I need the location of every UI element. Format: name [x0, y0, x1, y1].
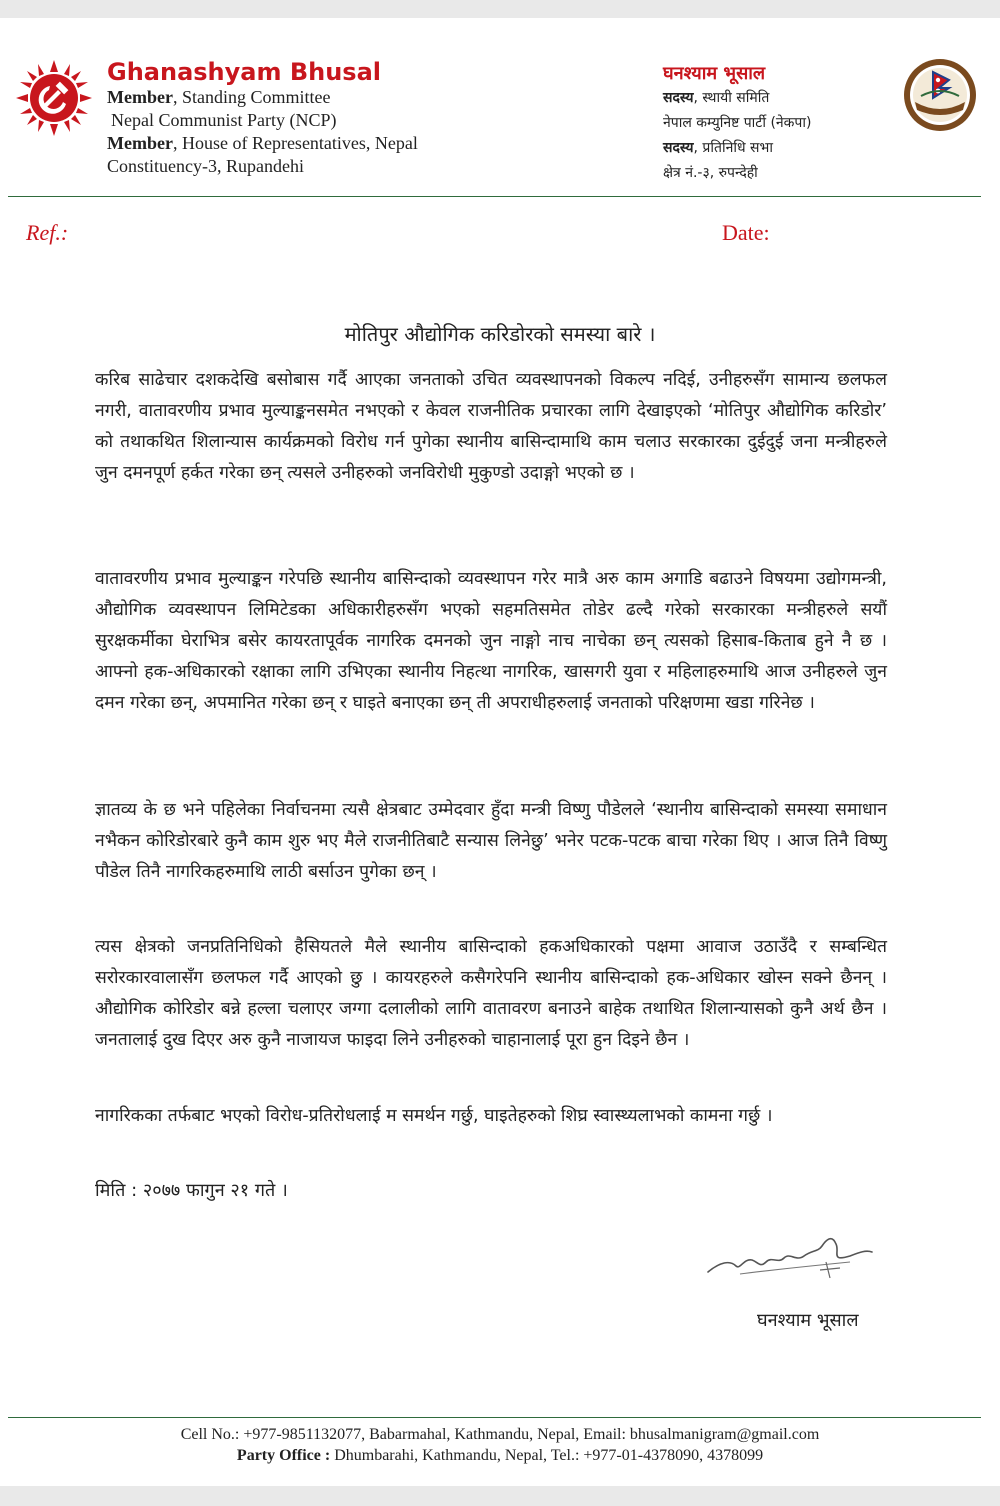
english-line-3: Member, House of Representatives, Nepal [107, 133, 418, 153]
body-paragraph-5: नागरिकका तर्फबाट भएको विरोध-प्रतिरोधलाई म समर्थन गर्छु, घाइतेहरुको शिघ्र स्वास्थ्यलाभको कामना गर्छु । [95, 1106, 773, 1126]
body-paragraph-1: करिब साढेचार दशकदेखि बसोबास गर्दै आएका जनताको उचित व्यवस्थापनको विकल्प नदिई, उनीहरुसँग सामान्य छलफल नगरी, वातावरणीय प्रभाव मुल्याङ्कनसमेत नभएको र केवल राजनीतिक प्रचारका लागि देखाइएको ‘मोतिपुर औद्योगिक करिडोर’ को तथाकथित शिलान्यास कार्यक्रमको विरोध गर्न पुगेका स्थानीय बासिन्दामाथि काम चलाउ सरकारका दुईदुई जना मन्त्रीहरुले जुन दमनपूर्ण हर्कत गरेका छन् त्यसले उनीहरुको जनविरोधी मुकुण्डो उदाङ्गो भएको छ । [95, 370, 887, 483]
english-line-4: Constituency-3, Rupandehi [107, 156, 304, 176]
header-divider [8, 196, 981, 197]
nepali-line-3: सदस्य, प्रतिनिधि सभा [663, 140, 773, 156]
header-nepali [663, 62, 811, 186]
english-line-2: Nepal Communist Party (NCP) [111, 110, 337, 130]
body-paragraph-4: त्यस क्षेत्रको जनप्रतिनिधिको हैसियतले मैले स्थानीय बासिन्दाको हकअधिकारको पक्षमा आवाज उठाउँदै र सम्बन्धित सरोरकारवालासँग छलफल गर्दै आएको छु । कायरहरुले कसैगरेपनि स्थानीय बासिन्दाको हक-अधिकार खोस्न सक्ने छैनन् । औद्योगिक कोरिडोर बन्ने हल्ला चलाएर जग्गा दलालीको लागि वातावरण बनाउने बाहेक तथाथित शिलान्यासको कुनै अर्थ छैन । जनतालाई दुख दिएर अरु कुनै नाजायज फाइदा लिने उनीहरुको चाहानालाई पूरा हुन दिइने छैन । [95, 937, 887, 1050]
parliament-seal-icon [903, 58, 977, 132]
header-english [107, 58, 418, 178]
signatory-name: घनश्याम भूसाल [757, 1310, 859, 1331]
body-paragraph-2: वातावरणीय प्रभाव मुल्याङ्कन गरेपछि स्थानीय बासिन्दाको व्यवस्थापन गरेर मात्रै अरु काम अगाडि बढाउने विषयमा उद्योगमन्त्री, औद्योगिक व्यवस्थापन लिमिटेडका अधिकारीहरुसँग भएको सहमतिसमेत तोडेर ढल्दै गरेको सरकारका मन्त्रीहरुले सयौं सुरक्षकर्मीका घेराभित्र बसेर कायरतापूर्वक नागरिक दमनको जुन नाङ्गो नाच नाचेका छन् त्यसको हिसाब-किताब हुने नै छ । आफ्नो हक-अधिकारको रक्षाका लागि उभिएका स्थानीय निहत्था नागरिक, खासगरी युवा र महिलाहरुमाथि आज उनीहरुले जुन दमन गरेका छन्, अपमानित गरेका छन् र घाइते बनाएका छन् ती अपराधीहरुलाई जनताको परिक्षणमा खडा गरिनेछ । [95, 569, 887, 713]
letter-title: मोतिपुर औद्योगिक करिडोरको समस्या बारे । [344, 322, 656, 346]
hammer-sickle-emblem-icon [14, 58, 94, 138]
footer-divider [8, 1417, 981, 1418]
date-label: Date: [722, 220, 770, 245]
name-english: Ghanashyam Bhusal [107, 58, 382, 86]
footer-line-2: Party Office : Dhumbarahi, Kathmandu, Nepal, Tel.: +977-01-4378090, 4378099 [236, 1447, 764, 1464]
nepali-line-4: क्षेत्र नं.-३, रुपन्देही [663, 165, 758, 181]
english-line-1: Member, Standing Committee [107, 87, 331, 107]
nepali-line-2: नेपाल कम्युनिष्ट पार्टी (नेकपा) [663, 115, 812, 131]
ref-label: Ref.: [26, 220, 69, 245]
handwritten-signature [700, 1222, 880, 1292]
footer-line-1: Cell No.: +977-9851132077, Babarmahal, Kathmandu, Nepal, Email: bhusalmanigram@gmail.com [180, 1426, 820, 1443]
letter-date: मिति : २०७७ फागुन २१ गते । [95, 1180, 288, 1201]
nepali-line-1: सदस्य, स्थायी समिति [663, 90, 770, 106]
name-nepali: घनश्याम भूसाल [663, 63, 766, 84]
body-paragraph-3: ज्ञातव्य के छ भने पहिलेका निर्वाचनमा त्यसै क्षेत्रबाट उम्मेदवार हुँदा मन्त्री विष्णु पौडेलले ‘स्थानीय बासिन्दाको समस्या समाधान नभैकन कोरिडोरबारे कुनै काम शुरु भए मैले राजनीतिबाटै सन्यास लिनेछु’ भनेर पटक-पटक बाचा गरेका थिए । आज तिनै विष्णु पौडेल तिनै नागरिकहरुमाथि लाठी बर्साउन पुगेका छन् । [95, 800, 887, 882]
footer-contact [0, 1424, 1000, 1466]
